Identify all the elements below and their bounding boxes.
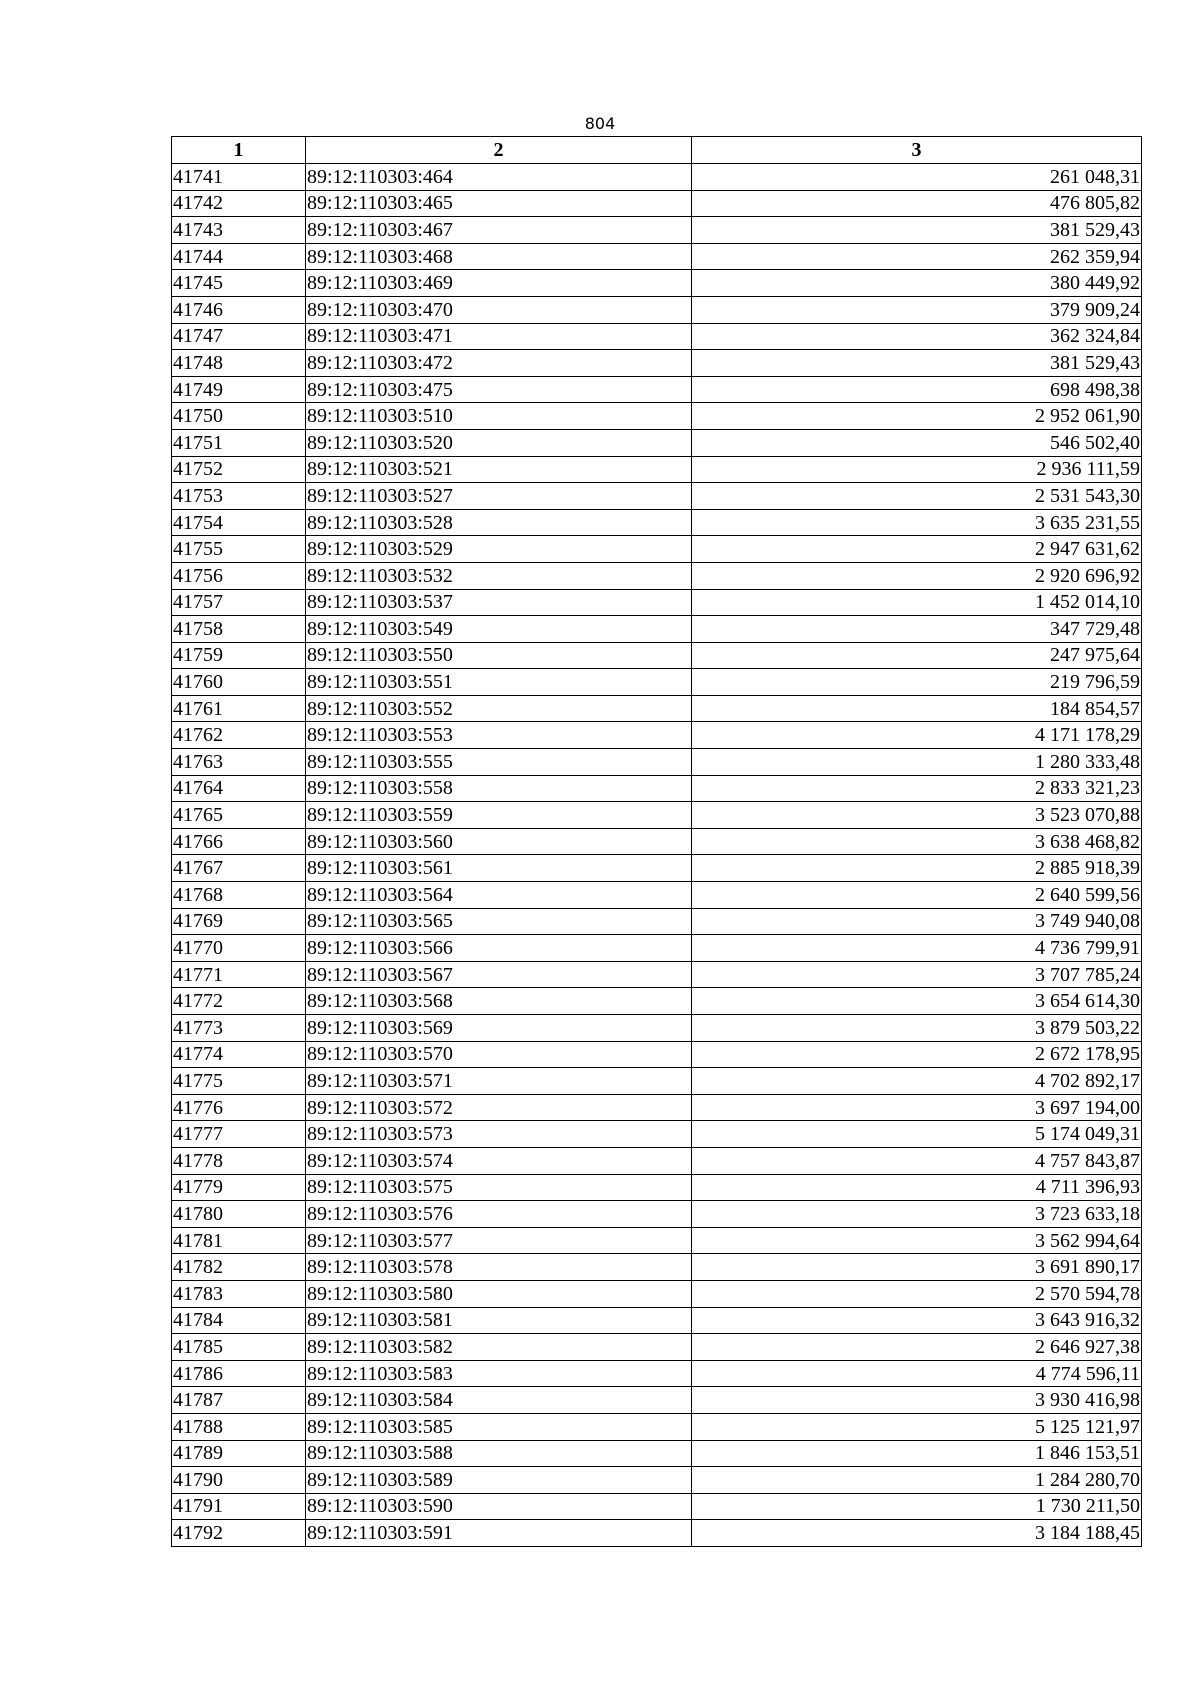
cadastral-number-cell: 89:12:110303:528 (306, 509, 692, 536)
table-row (172, 802, 1142, 829)
table-row (172, 1147, 1142, 1174)
table-row (172, 1493, 1142, 1520)
cadastral-number-cell: 89:12:110303:553 (306, 722, 692, 749)
table-row (172, 376, 1142, 403)
table-row (172, 1041, 1142, 1068)
row-number-cell: 41774 (172, 1041, 306, 1068)
cadastral-number-cell: 89:12:110303:558 (306, 775, 692, 802)
cadastral-value-cell: 4 757 843,87 (692, 1147, 1142, 1174)
cadastral-number-cell: 89:12:110303:566 (306, 935, 692, 962)
row-number-cell: 41777 (172, 1121, 306, 1148)
cadastral-number-cell: 89:12:110303:527 (306, 483, 692, 510)
cadastral-number-cell: 89:12:110303:577 (306, 1227, 692, 1254)
cadastral-value-cell: 1 284 280,70 (692, 1467, 1142, 1494)
cadastral-value-cell: 2 885 918,39 (692, 855, 1142, 882)
cadastral-value-cell: 3 707 785,24 (692, 961, 1142, 988)
row-number-cell: 41789 (172, 1440, 306, 1467)
cadastral-value-cell: 3 691 890,17 (692, 1254, 1142, 1281)
column-header-3: 3 (692, 137, 1142, 164)
row-number-cell: 41786 (172, 1360, 306, 1387)
row-number-cell: 41755 (172, 536, 306, 563)
table-row (172, 1360, 1142, 1387)
row-number-cell: 41787 (172, 1387, 306, 1414)
cadastral-number-cell: 89:12:110303:552 (306, 695, 692, 722)
row-number-cell: 41763 (172, 749, 306, 776)
table-row (172, 642, 1142, 669)
row-number-cell: 41756 (172, 562, 306, 589)
table-row (172, 1227, 1142, 1254)
cadastral-value-cell: 219 796,59 (692, 669, 1142, 696)
cadastral-value-cell: 380 449,92 (692, 270, 1142, 297)
table-row (172, 190, 1142, 217)
cadastral-value-cell: 3 184 188,45 (692, 1520, 1142, 1547)
row-number-cell: 41741 (172, 164, 306, 191)
table-row (172, 1201, 1142, 1228)
cadastral-number-cell: 89:12:110303:520 (306, 429, 692, 456)
table-row (172, 1174, 1142, 1201)
cadastral-number-cell: 89:12:110303:581 (306, 1307, 692, 1334)
cadastral-value-cell: 381 529,43 (692, 350, 1142, 377)
table-row (172, 483, 1142, 510)
cadastral-value-cell: 3 643 916,32 (692, 1307, 1142, 1334)
row-number-cell: 41791 (172, 1493, 306, 1520)
row-number-cell: 41781 (172, 1227, 306, 1254)
table-row (172, 1068, 1142, 1095)
row-number-cell: 41749 (172, 376, 306, 403)
cadastral-value-cell: 247 975,64 (692, 642, 1142, 669)
table-row (172, 961, 1142, 988)
cadastral-value-cell: 3 749 940,08 (692, 908, 1142, 935)
row-number-cell: 41753 (172, 483, 306, 510)
table-row (172, 908, 1142, 935)
table-row (172, 1413, 1142, 1440)
row-number-cell: 41782 (172, 1254, 306, 1281)
table-row (172, 1280, 1142, 1307)
cadastral-number-cell: 89:12:110303:471 (306, 323, 692, 350)
cadastral-number-cell: 89:12:110303:532 (306, 562, 692, 589)
table-row (172, 1094, 1142, 1121)
cadastral-value-cell: 5 125 121,97 (692, 1413, 1142, 1440)
cadastral-number-cell: 89:12:110303:589 (306, 1467, 692, 1494)
cadastral-value-cell: 1 730 211,50 (692, 1493, 1142, 1520)
table-row (172, 323, 1142, 350)
cadastral-value-cell: 2 833 321,23 (692, 775, 1142, 802)
cadastral-value-cell: 3 523 070,88 (692, 802, 1142, 829)
cadastral-value-cell: 4 171 178,29 (692, 722, 1142, 749)
row-number-cell: 41783 (172, 1280, 306, 1307)
cadastral-number-cell: 89:12:110303:468 (306, 243, 692, 270)
row-number-cell: 41768 (172, 882, 306, 909)
cadastral-value-cell: 347 729,48 (692, 616, 1142, 643)
row-number-cell: 41785 (172, 1334, 306, 1361)
cadastral-value-cell: 3 562 994,64 (692, 1227, 1142, 1254)
table-row (172, 1520, 1142, 1547)
cadastral-value-cell: 2 947 631,62 (692, 536, 1142, 563)
cadastral-value-table (171, 136, 1142, 1547)
table-row (172, 296, 1142, 323)
cadastral-number-cell: 89:12:110303:573 (306, 1121, 692, 1148)
cadastral-value-cell: 362 324,84 (692, 323, 1142, 350)
cadastral-value-cell: 4 702 892,17 (692, 1068, 1142, 1095)
cadastral-number-cell: 89:12:110303:575 (306, 1174, 692, 1201)
cadastral-number-cell: 89:12:110303:510 (306, 403, 692, 430)
cadastral-value-cell: 476 805,82 (692, 190, 1142, 217)
row-number-cell: 41742 (172, 190, 306, 217)
table-row (172, 429, 1142, 456)
table-row (172, 270, 1142, 297)
cadastral-number-cell: 89:12:110303:583 (306, 1360, 692, 1387)
table-row (172, 988, 1142, 1015)
cadastral-value-cell: 2 640 599,56 (692, 882, 1142, 909)
cadastral-number-cell: 89:12:110303:555 (306, 749, 692, 776)
table-row (172, 509, 1142, 536)
table-row (172, 217, 1142, 244)
cadastral-value-cell: 2 531 543,30 (692, 483, 1142, 510)
cadastral-value-cell: 184 854,57 (692, 695, 1142, 722)
row-number-cell: 41765 (172, 802, 306, 829)
cadastral-number-cell: 89:12:110303:470 (306, 296, 692, 323)
cadastral-number-cell: 89:12:110303:574 (306, 1147, 692, 1174)
cadastral-number-cell: 89:12:110303:560 (306, 828, 692, 855)
cadastral-value-cell: 379 909,24 (692, 296, 1142, 323)
cadastral-number-cell: 89:12:110303:469 (306, 270, 692, 297)
cadastral-number-cell: 89:12:110303:567 (306, 961, 692, 988)
table-row (172, 1387, 1142, 1414)
row-number-cell: 41746 (172, 296, 306, 323)
cadastral-value-cell: 2 952 061,90 (692, 403, 1142, 430)
cadastral-value-cell: 2 646 927,38 (692, 1334, 1142, 1361)
row-number-cell: 41766 (172, 828, 306, 855)
row-number-cell: 41760 (172, 669, 306, 696)
table-row (172, 350, 1142, 377)
row-number-cell: 41778 (172, 1147, 306, 1174)
row-number-cell: 41743 (172, 217, 306, 244)
row-number-cell: 41751 (172, 429, 306, 456)
cadastral-number-cell: 89:12:110303:578 (306, 1254, 692, 1281)
row-number-cell: 41769 (172, 908, 306, 935)
cadastral-value-cell: 2 672 178,95 (692, 1041, 1142, 1068)
row-number-cell: 41750 (172, 403, 306, 430)
cadastral-value-cell: 1 452 014,10 (692, 589, 1142, 616)
table-row (172, 1015, 1142, 1042)
row-number-cell: 41779 (172, 1174, 306, 1201)
table-row (172, 749, 1142, 776)
cadastral-number-cell: 89:12:110303:561 (306, 855, 692, 882)
cadastral-number-cell: 89:12:110303:551 (306, 669, 692, 696)
row-number-cell: 41744 (172, 243, 306, 270)
cadastral-number-cell: 89:12:110303:529 (306, 536, 692, 563)
cadastral-number-cell: 89:12:110303:585 (306, 1413, 692, 1440)
row-number-cell: 41758 (172, 616, 306, 643)
cadastral-number-cell: 89:12:110303:570 (306, 1041, 692, 1068)
cadastral-value-cell: 2 920 696,92 (692, 562, 1142, 589)
cadastral-value-cell: 1 846 153,51 (692, 1440, 1142, 1467)
table-row (172, 1440, 1142, 1467)
cadastral-number-cell: 89:12:110303:588 (306, 1440, 692, 1467)
cadastral-value-cell: 3 879 503,22 (692, 1015, 1142, 1042)
row-number-cell: 41759 (172, 642, 306, 669)
table-row (172, 775, 1142, 802)
cadastral-number-cell: 89:12:110303:465 (306, 190, 692, 217)
cadastral-number-cell: 89:12:110303:564 (306, 882, 692, 909)
cadastral-value-cell: 4 736 799,91 (692, 935, 1142, 962)
row-number-cell: 41764 (172, 775, 306, 802)
cadastral-number-cell: 89:12:110303:568 (306, 988, 692, 1015)
cadastral-value-cell: 546 502,40 (692, 429, 1142, 456)
cadastral-number-cell: 89:12:110303:584 (306, 1387, 692, 1414)
cadastral-number-cell: 89:12:110303:569 (306, 1015, 692, 1042)
row-number-cell: 41757 (172, 589, 306, 616)
cadastral-value-cell: 2 570 594,78 (692, 1280, 1142, 1307)
cadastral-number-cell: 89:12:110303:565 (306, 908, 692, 935)
cadastral-value-cell: 261 048,31 (692, 164, 1142, 191)
row-number-cell: 41772 (172, 988, 306, 1015)
cadastral-value-cell: 381 529,43 (692, 217, 1142, 244)
row-number-cell: 41748 (172, 350, 306, 377)
cadastral-value-cell: 262 359,94 (692, 243, 1142, 270)
cadastral-number-cell: 89:12:110303:572 (306, 1094, 692, 1121)
row-number-cell: 41762 (172, 722, 306, 749)
row-number-cell: 41790 (172, 1467, 306, 1494)
table-row (172, 536, 1142, 563)
table-row (172, 722, 1142, 749)
table-row (172, 855, 1142, 882)
cadastral-number-cell: 89:12:110303:580 (306, 1280, 692, 1307)
table-row (172, 935, 1142, 962)
cadastral-value-cell: 3 930 416,98 (692, 1387, 1142, 1414)
cadastral-number-cell: 89:12:110303:521 (306, 456, 692, 483)
cadastral-value-cell: 1 280 333,48 (692, 749, 1142, 776)
cadastral-value-cell: 3 654 614,30 (692, 988, 1142, 1015)
row-number-cell: 41784 (172, 1307, 306, 1334)
table-row (172, 1467, 1142, 1494)
table-row (172, 616, 1142, 643)
row-number-cell: 41773 (172, 1015, 306, 1042)
cadastral-number-cell: 89:12:110303:549 (306, 616, 692, 643)
table-header-row (172, 137, 1142, 164)
cadastral-number-cell: 89:12:110303:582 (306, 1334, 692, 1361)
cadastral-value-cell: 2 936 111,59 (692, 456, 1142, 483)
column-header-2: 2 (306, 137, 692, 164)
cadastral-number-cell: 89:12:110303:475 (306, 376, 692, 403)
cadastral-value-cell: 3 697 194,00 (692, 1094, 1142, 1121)
cadastral-number-cell: 89:12:110303:591 (306, 1520, 692, 1547)
cadastral-number-cell: 89:12:110303:537 (306, 589, 692, 616)
row-number-cell: 41752 (172, 456, 306, 483)
row-number-cell: 41754 (172, 509, 306, 536)
table-row (172, 403, 1142, 430)
row-number-cell: 41792 (172, 1520, 306, 1547)
cadastral-number-cell: 89:12:110303:590 (306, 1493, 692, 1520)
cadastral-value-cell: 3 638 468,82 (692, 828, 1142, 855)
row-number-cell: 41767 (172, 855, 306, 882)
table-row (172, 669, 1142, 696)
row-number-cell: 41780 (172, 1201, 306, 1228)
table-row (172, 456, 1142, 483)
table-row (172, 828, 1142, 855)
cadastral-value-cell: 698 498,38 (692, 376, 1142, 403)
row-number-cell: 41776 (172, 1094, 306, 1121)
table-row (172, 589, 1142, 616)
row-number-cell: 41771 (172, 961, 306, 988)
page-number: 804 (584, 114, 616, 133)
table-row (172, 1121, 1142, 1148)
row-number-cell: 41775 (172, 1068, 306, 1095)
table-row (172, 164, 1142, 191)
row-number-cell: 41747 (172, 323, 306, 350)
cadastral-value-cell: 4 711 396,93 (692, 1174, 1142, 1201)
cadastral-number-cell: 89:12:110303:472 (306, 350, 692, 377)
cadastral-value-cell: 3 723 633,18 (692, 1201, 1142, 1228)
cadastral-number-cell: 89:12:110303:571 (306, 1068, 692, 1095)
row-number-cell: 41745 (172, 270, 306, 297)
cadastral-number-cell: 89:12:110303:576 (306, 1201, 692, 1228)
column-header-1: 1 (172, 137, 306, 164)
cadastral-number-cell: 89:12:110303:464 (306, 164, 692, 191)
table-row (172, 1334, 1142, 1361)
row-number-cell: 41761 (172, 695, 306, 722)
table-row (172, 1307, 1142, 1334)
row-number-cell: 41788 (172, 1413, 306, 1440)
table-row (172, 562, 1142, 589)
row-number-cell: 41770 (172, 935, 306, 962)
cadastral-value-cell: 5 174 049,31 (692, 1121, 1142, 1148)
cadastral-number-cell: 89:12:110303:550 (306, 642, 692, 669)
cadastral-number-cell: 89:12:110303:467 (306, 217, 692, 244)
cadastral-value-cell: 3 635 231,55 (692, 509, 1142, 536)
table-row (172, 243, 1142, 270)
table-row (172, 695, 1142, 722)
table-row (172, 1254, 1142, 1281)
cadastral-number-cell: 89:12:110303:559 (306, 802, 692, 829)
table-body (172, 164, 1142, 1547)
table-row (172, 882, 1142, 909)
cadastral-value-cell: 4 774 596,11 (692, 1360, 1142, 1387)
